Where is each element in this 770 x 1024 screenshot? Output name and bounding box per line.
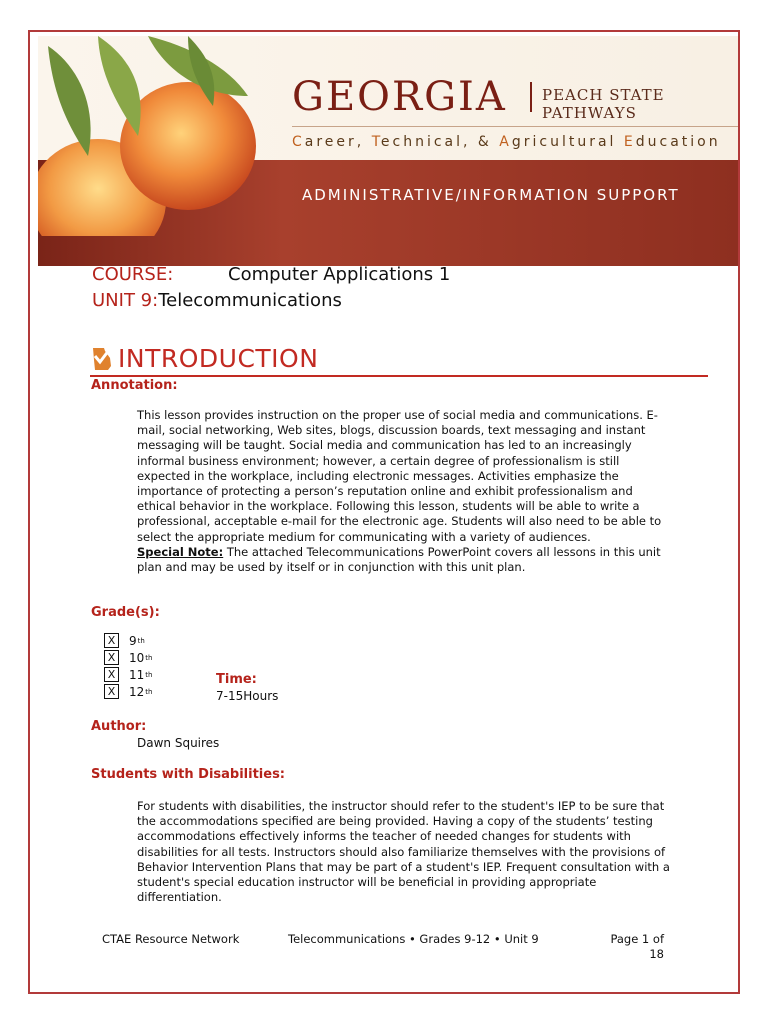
grade-checkbox[interactable]: X (104, 650, 119, 665)
unit-line (92, 290, 342, 311)
course-value: Computer Applications 1 (228, 264, 451, 285)
grades-label: Grade(s): (91, 605, 160, 620)
time-value: 7-15Hours (216, 689, 279, 703)
author-name: Dawn Squires (137, 736, 220, 750)
grade-checkbox[interactable]: X (104, 684, 119, 699)
banner-section-title: ADMINISTRATIVE/INFORMATION SUPPORT (302, 186, 680, 204)
disabilities-body: For students with disabilities, the instructor should refer to the student's IEP to be sure that the accommodations specified are being provided. Having a copy of the students’ testing accommodations effectively informs the teacher of needed changes for students with disabilities for all tests. Instructors should also familiarize themselves with the provisions of Behavior Intervention Plans that may be part of a student's IEP. Frequent consultation with a student's special education instructor will be beneficial in providing appropriate differentiation. (137, 799, 670, 905)
page-number: Page 1 of 18 (610, 932, 664, 961)
brand-divider (530, 82, 532, 112)
brand-title: GEORGIA (292, 74, 507, 120)
header-banner (38, 36, 738, 236)
special-note-label: Special Note: (137, 544, 224, 559)
author-label: Author: (91, 719, 147, 734)
unit-value: Telecommunications (158, 290, 342, 311)
course-line (92, 264, 450, 285)
grade-checkbox[interactable]: X (104, 633, 119, 648)
brand-subtitle: PEACH STATE PATHWAYS (542, 86, 665, 122)
grade-checkbox[interactable]: X (104, 667, 119, 682)
annotation-body (137, 408, 672, 575)
annotation-text: This lesson provides instruction on the proper use of social media and communications. E-mail, social networking, Web sites, blogs, discussion boards, text messaging and instant messaging will be taught. Social media and communication has led to an increasingly informal business environment; however, a certain degree of professionalism is still expected in the workplace, including electronic messages. Activities emphasize the importance of protecting a person’s reputation online and exhibit professionalism and ethical behavior in the workplace. Following this lesson, students will be able to write a professional, acceptable e-mail for the electronic age. Students will also need to be able to select the appropriate medium for communicating with a variety of audiences. (137, 408, 662, 544)
time-label: Time: (216, 672, 257, 687)
grades-list (104, 632, 152, 700)
annotation-label: Annotation: (91, 378, 178, 393)
footer-middle: Telecommunications • Grades 9-12 • Unit 9 (288, 932, 539, 946)
disabilities-label: Students with Disabilities: (91, 767, 286, 782)
unit-key: UNIT 9: (92, 290, 159, 311)
course-key: COURSE: (92, 264, 174, 285)
georgia-state-icon (90, 346, 114, 372)
peach-logo-icon (38, 36, 288, 236)
introduction-heading: INTRODUCTION (118, 344, 319, 373)
introduction-rule (90, 375, 708, 377)
brand-rule (292, 126, 738, 127)
grade-item: X 10 th (104, 649, 152, 666)
grade-item: X 12 th (104, 683, 152, 700)
special-note-text: The attached Telecommunications PowerPoint covers all lessons in this unit plan and may be used by itself or in conjunction with this unit plan. (137, 544, 661, 575)
footer-left: CTAE Resource Network (102, 932, 240, 946)
grade-item: X 9 th (104, 632, 152, 649)
grade-item: X 11 th (104, 666, 152, 683)
brand-tagline: Career, Technical, & Agricultural Education (292, 134, 721, 150)
